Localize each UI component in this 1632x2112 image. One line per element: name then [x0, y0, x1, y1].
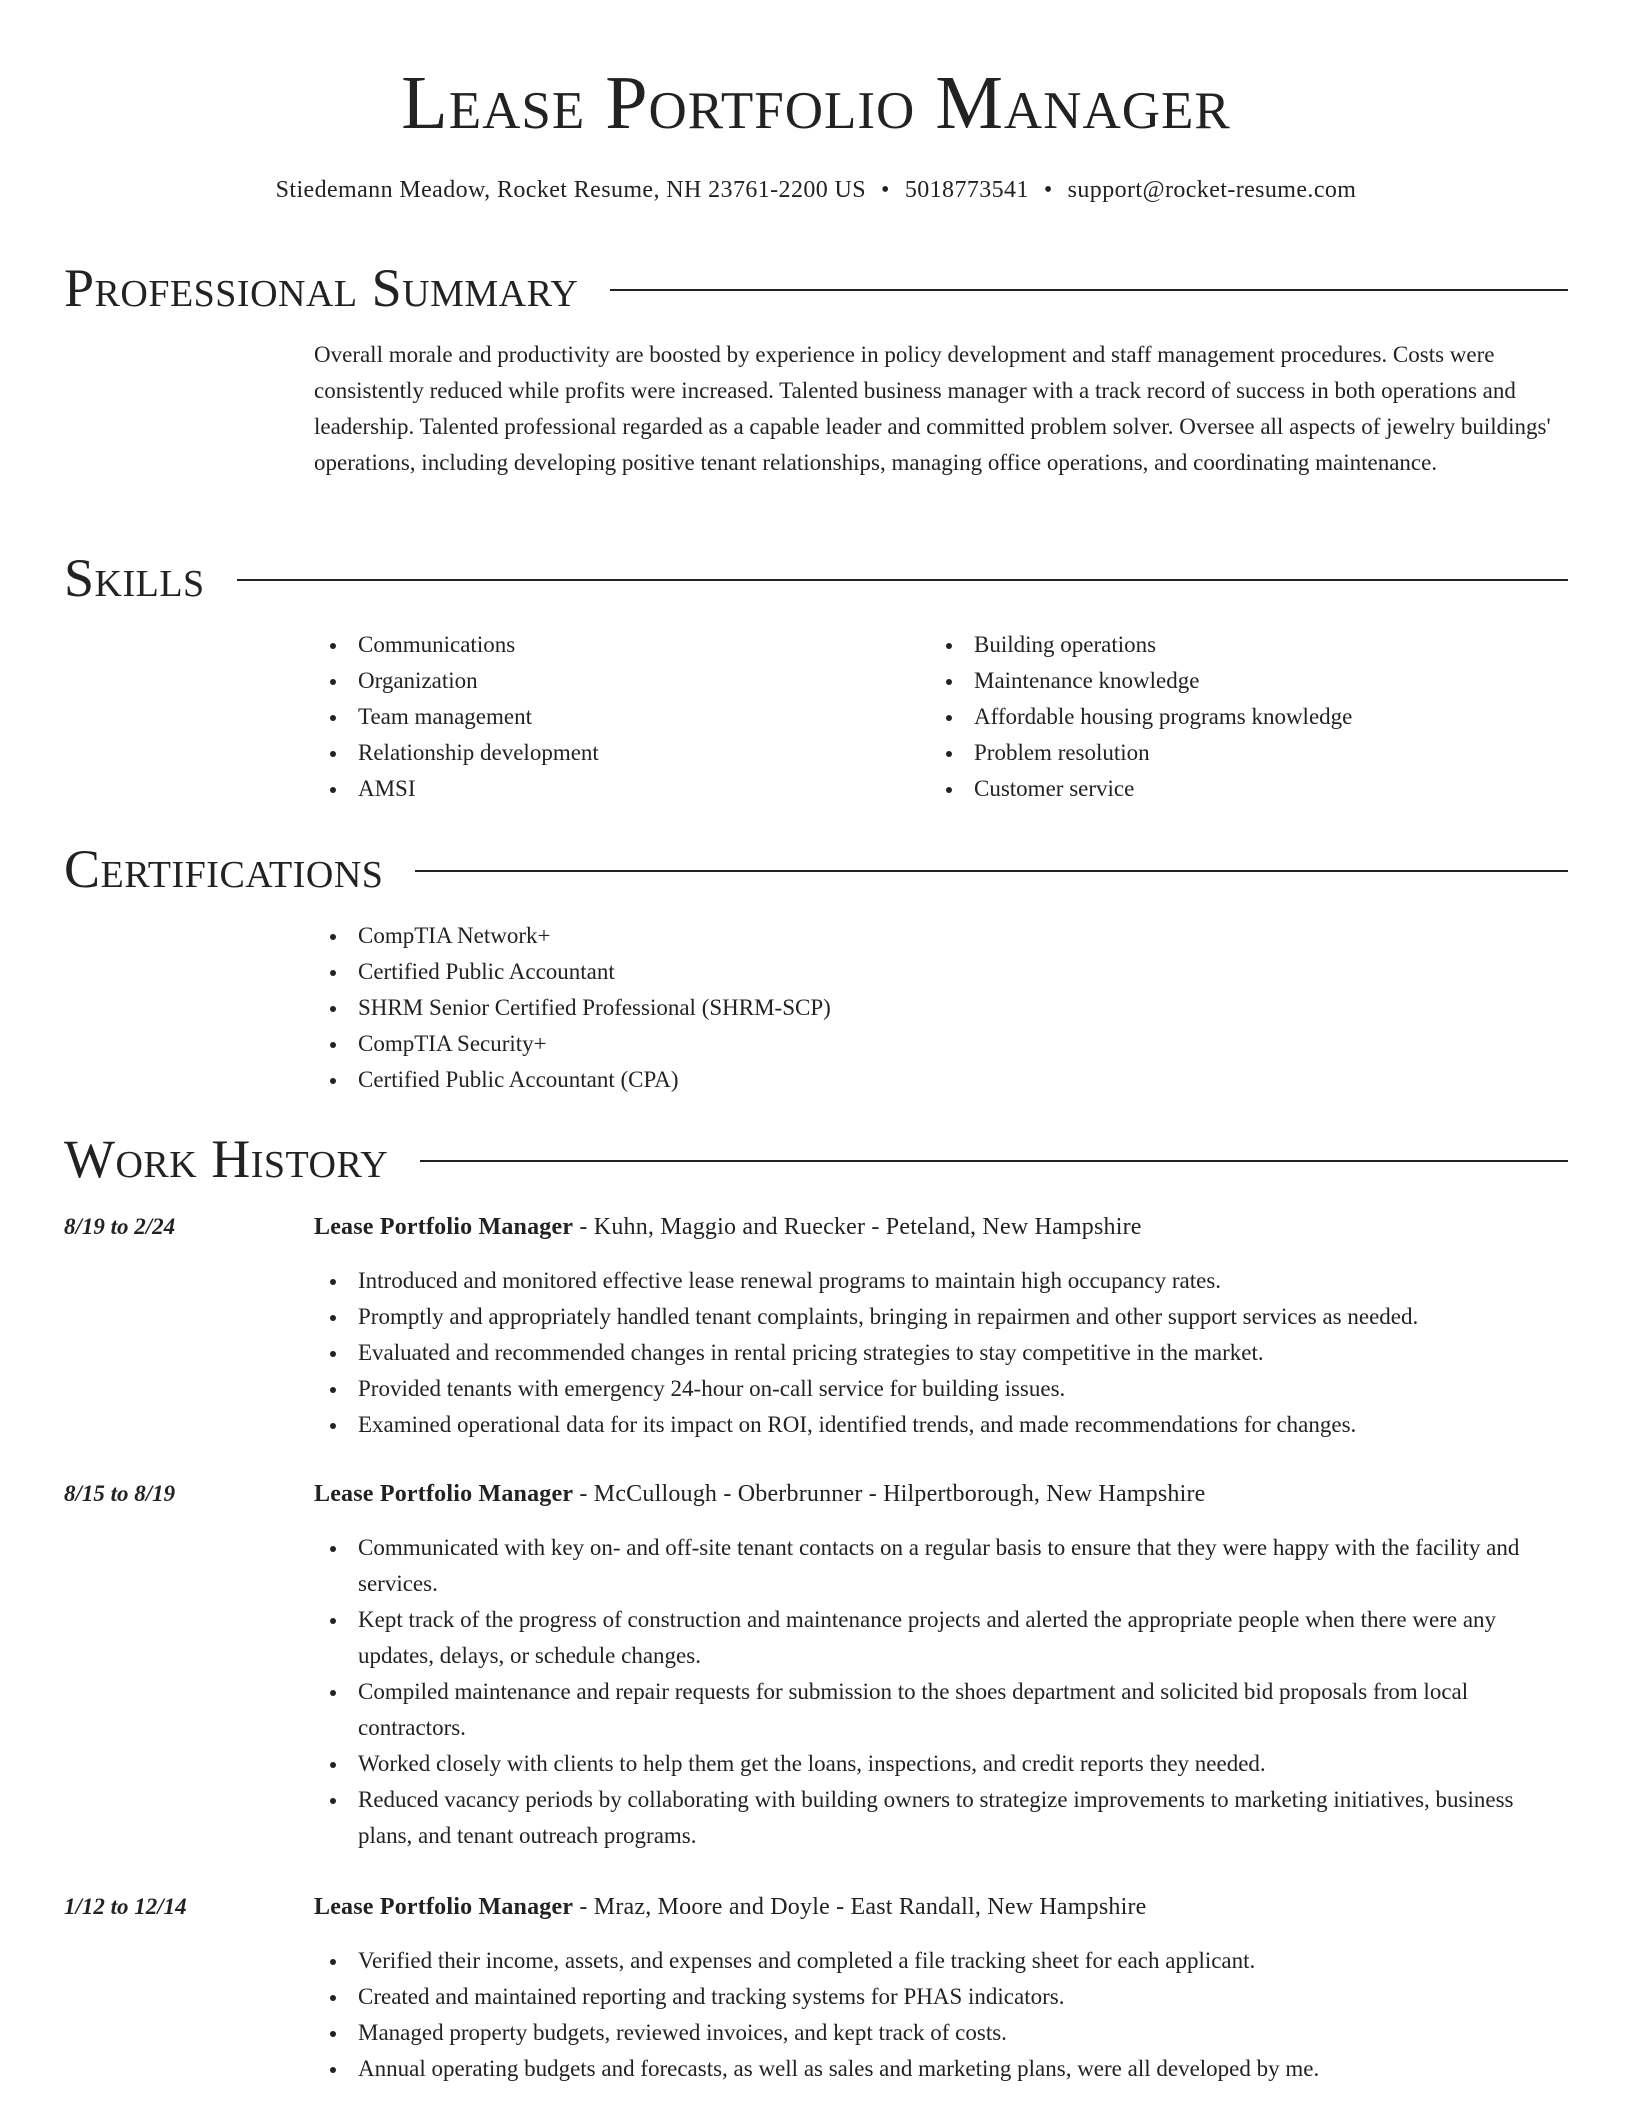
job-bullets: [314, 1530, 1568, 1854]
skill-item: Customer service: [930, 771, 1530, 807]
certifications-heading: Certifications: [64, 839, 384, 899]
certifications-list: [314, 918, 1568, 1098]
certification-item: Certified Public Accountant (CPA): [314, 1062, 1568, 1098]
job-dates: 8/19 to 2/24: [64, 1214, 176, 1239]
skill-item: Relationship development: [314, 735, 914, 771]
skill-item: Building operations: [930, 627, 1530, 663]
skill-item: Team management: [314, 699, 914, 735]
job-bullets: [314, 1263, 1568, 1443]
section-divider: [420, 1160, 1568, 1162]
certifications-section-header: [64, 839, 1568, 899]
contact-separator: •: [881, 177, 890, 203]
skills-list-right: [930, 627, 1530, 807]
work-history-heading: Work History: [64, 1129, 389, 1189]
job-bullet: Reduced vacancy periods by collaborating with building owners to strategize improvements to marketing initiatives, business plans, and tenant outreach programs.: [314, 1782, 1568, 1854]
section-divider: [237, 579, 1568, 581]
skill-item: AMSI: [314, 771, 914, 807]
job-title-line: [314, 1476, 1568, 1512]
certification-item: CompTIA Security+: [314, 1026, 1568, 1062]
summary-heading: Professional Summary: [64, 258, 579, 318]
contact-phone: 5018773541: [904, 177, 1029, 203]
job-bullet: Evaluated and recommended changes in rental pricing strategies to stay competitive in the market.: [314, 1335, 1568, 1371]
summary-section-header: [64, 258, 1568, 318]
job-title-line: [314, 1209, 1568, 1245]
skill-item: Organization: [314, 663, 914, 699]
job-dates: 8/15 to 8/19: [64, 1481, 176, 1506]
section-divider: [610, 289, 1568, 291]
job-title: Lease Portfolio Manager: [314, 1214, 574, 1240]
job-employer-location: - McCullough - Oberbrunner - Hilpertborough, New Hampshire: [573, 1481, 1206, 1507]
certification-item: CompTIA Network+: [314, 918, 1568, 954]
skill-item: Communications: [314, 627, 914, 663]
job-employer-location: - Mraz, Moore and Doyle - East Randall, New Hampshire: [573, 1894, 1147, 1920]
contact-line: [0, 174, 1632, 206]
skills-section-header: [64, 548, 1568, 608]
job-dates: 1/12 to 12/14: [64, 1894, 187, 1919]
job-bullet: Kept track of the progress of construction and maintenance projects and alerted the appropriate people when there were any updates, delays, or schedule changes.: [314, 1602, 1568, 1674]
job-title-line: [314, 1889, 1568, 1925]
job-bullet: Introduced and monitored effective lease renewal programs to maintain high occupancy rates.: [314, 1263, 1568, 1299]
job-title: Lease Portfolio Manager: [314, 1894, 574, 1920]
summary-text: Overall morale and productivity are boosted by experience in policy development and staff management procedures. Costs were consistently reduced while profits were increased. Talented business manager with a track record of success in both operations and leadership. Talented professional regarded as a capable leader and committed problem solver. Oversee all aspects of jewelry buildings' operations, including developing positive tenant relationships, managing office operations, and coordinating maintenance.: [314, 342, 1551, 475]
job-bullets: [314, 1943, 1568, 2087]
job-bullet: Worked closely with clients to help them get the loans, inspections, and credit reports they needed.: [314, 1746, 1568, 1782]
job-bullet: Communicated with key on- and off-site tenant contacts on a regular basis to ensure that they were happy with the facility and services.: [314, 1530, 1568, 1602]
job-bullet: Verified their income, assets, and expenses and completed a file tracking sheet for each applicant.: [314, 1943, 1568, 1979]
work-history-section-header: [64, 1129, 1568, 1189]
skill-item: Maintenance knowledge: [930, 663, 1530, 699]
job-bullet: Managed property budgets, reviewed invoices, and kept track of costs.: [314, 2015, 1568, 2051]
job-bullet: Promptly and appropriately handled tenant complaints, bringing in repairmen and other support services as needed.: [314, 1299, 1568, 1335]
job-bullet: Created and maintained reporting and tracking systems for PHAS indicators.: [314, 1979, 1568, 2015]
skills-heading: Skills: [64, 548, 205, 608]
job-bullet: Provided tenants with emergency 24-hour on-call service for building issues.: [314, 1371, 1568, 1407]
section-divider: [415, 870, 1568, 872]
job-employer-location: - Kuhn, Maggio and Ruecker - Peteland, New Hampshire: [573, 1214, 1142, 1240]
contact-address: Stiedemann Meadow, Rocket Resume, NH 23761-2200 US: [275, 177, 867, 203]
contact-email: support@rocket-resume.com: [1067, 177, 1357, 203]
skill-item: Problem resolution: [930, 735, 1530, 771]
job-bullet: Examined operational data for its impact on ROI, identified trends, and made recommendations for changes.: [314, 1407, 1568, 1443]
skill-item: Affordable housing programs knowledge: [930, 699, 1530, 735]
skills-list-left: [314, 627, 914, 807]
certification-item: Certified Public Accountant: [314, 954, 1568, 990]
job-bullet: Annual operating budgets and forecasts, as well as sales and marketing plans, were all developed by me.: [314, 2051, 1568, 2087]
contact-separator: •: [1043, 177, 1053, 203]
certification-item: SHRM Senior Certified Professional (SHRM-SCP): [314, 990, 1568, 1026]
job-bullet: Compiled maintenance and repair requests for submission to the shoes department and solicited bid proposals from local contractors.: [314, 1674, 1568, 1746]
job-title: Lease Portfolio Manager: [314, 1481, 574, 1507]
resume-name: Lease Portfolio Manager: [401, 61, 1231, 145]
